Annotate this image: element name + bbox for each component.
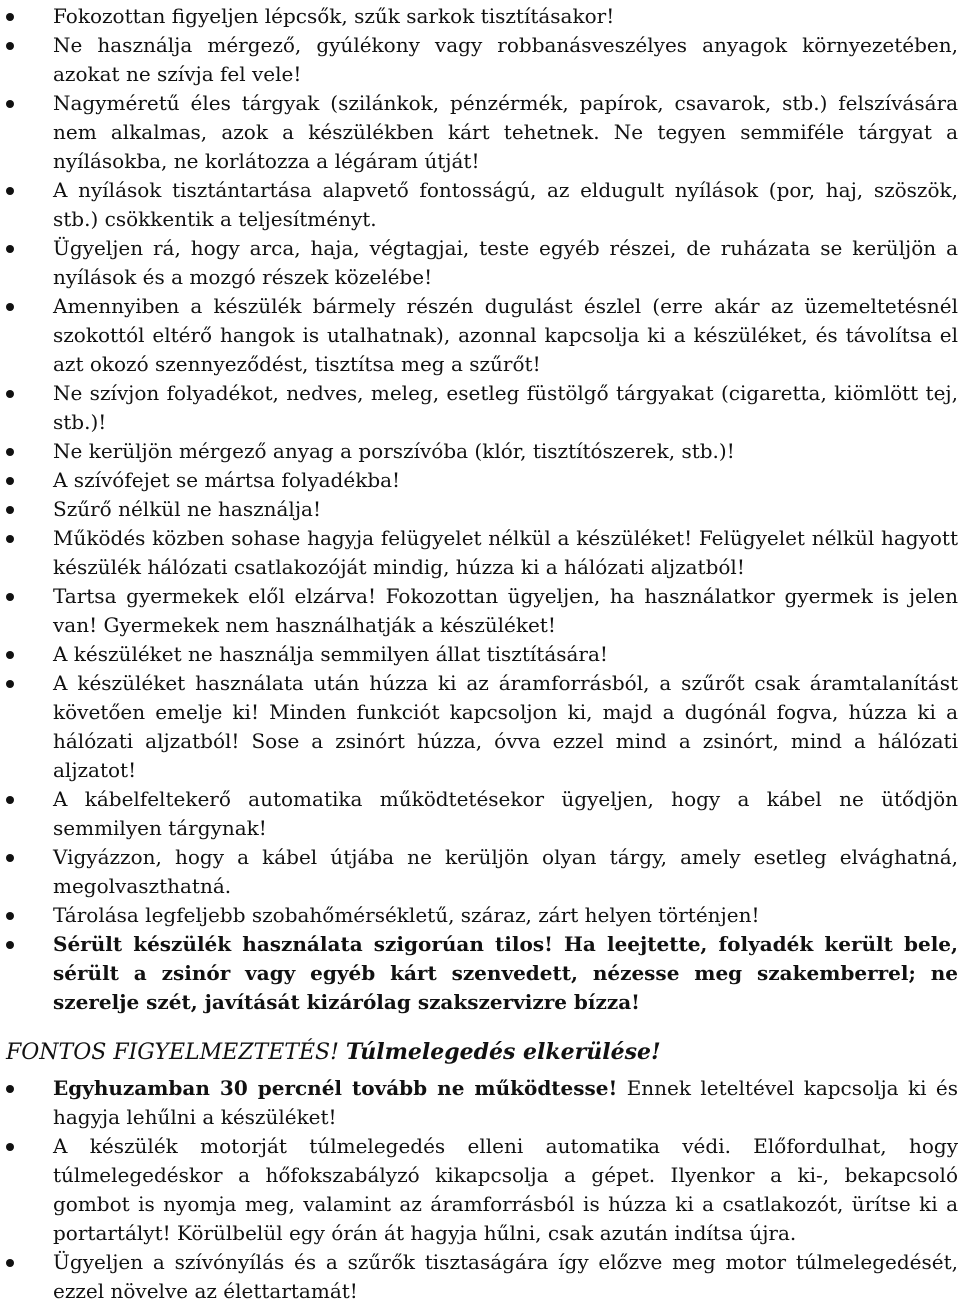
- list-item: [0, 843, 958, 901]
- bullet-icon: [6, 506, 14, 514]
- bullet-icon: [6, 187, 14, 195]
- list-item-bold: Egyhuzamban 30 percnél tovább ne működtesse!: [53, 1076, 618, 1100]
- bold-warning-text: Sérült készülék használata szigorúan tilos! Ha leejtette, folyadék került bele, sérült a zsinór vagy egyéb kárt szenvedett, nézesse meg szakemberrel; ne szerelje szét, javítását kizárólag szakszervizre bízza!: [53, 932, 958, 1014]
- list-item-text: Szűrő nélkül ne használja!: [53, 497, 321, 521]
- list-item: [0, 524, 958, 582]
- list-item-text: A készülék motorját túlmelegedés elleni automatika védi. Előfordulhat, hogy túlmelegedéskor a hőfokszabályzó kikapcsolja a gépet. Ilyenkor a ki-, bekapcsoló gombot is nyomja meg, valamint az áramforrásból is húzza ki a csatlakozót, ürítse ki a portartályt! Körülbelül egy órán át hagyja hűlni, csak azután indítsa újra.: [53, 1134, 958, 1245]
- list-item-bold-warning: [0, 930, 958, 1017]
- list-item-text: Nagyméretű éles tárgyak (szilánkok, pénzérmék, papírok, csavarok, stb.) felszívására nem alkalmas, azok a készülékben kárt tehetnek. Ne tegyen semmiféle tárgyat a nyílásokba, ne korlátozza a légáram útját!: [53, 91, 958, 173]
- heading-title: Túlmelegedés elkerülése!: [345, 1039, 661, 1065]
- list-item-text: Ne szívjon folyadékot, nedves, meleg, esetleg füstölgő tárgyakat (cigaretta, kiömlött tej, stb.)!: [53, 381, 958, 434]
- list-item: [0, 31, 958, 89]
- list-item-text: Tartsa gyermekek elől elzárva! Fokozottan ügyeljen, ha használatkor gyermek is jelen van! Gyermekek nem használhatják a készüléket!: [53, 584, 958, 637]
- list-item-text: A kábelfeltekerő automatika működtetésekor ügyeljen, hogy a kábel ne ütődjön semmilyen tárgynak!: [53, 787, 958, 840]
- list-item-text: Működés közben sohase hagyja felügyelet nélkül a készüléket! Felügyelet nélkül hagyott készülék hálózati csatlakozóját mindig, húzza ki a hálózati aljzatból!: [53, 526, 958, 579]
- bullet-icon: [6, 42, 14, 50]
- list-item-text: A készüléket ne használja semmilyen állat tisztítására!: [53, 642, 608, 666]
- bullet-icon: [6, 593, 14, 601]
- list-item: [0, 1248, 958, 1306]
- bullet-icon: [6, 941, 14, 949]
- list-item-text: Ne kerüljön mérgező anyag a porszívóba (klór, tisztítószerek, stb.)!: [53, 439, 735, 463]
- bullet-icon: [6, 13, 14, 21]
- list-item: [0, 669, 958, 785]
- section-heading: [6, 1037, 661, 1068]
- list-item: [0, 1132, 958, 1248]
- list-item-text: A készüléket használata után húzza ki az áramforrásból, a szűrőt csak áramtalanítást követően emelje ki! Minden funkciót kapcsoljon ki, majd a dugónál fogva, húzza ki a hálózati aljzatból! Sose a zsinórt húzza, óvva ezzel mind a zsinórt, mind a hálózati aljzatot!: [53, 671, 958, 782]
- list-item-text: Vigyázzon, hogy a kábel útjába ne kerüljön olyan tárgy, amely esetleg elvághatná, megolvaszthatná.: [53, 845, 958, 898]
- list-item-text: A nyílások tisztántartása alapvető fontosságú, az eldugult nyílások (por, haj, szöszök, stb.) csökkentik a teljesítményt.: [53, 178, 958, 231]
- list-item: [0, 640, 958, 669]
- list-item: [0, 901, 958, 930]
- list-item: [0, 582, 958, 640]
- bullet-icon: [6, 854, 14, 862]
- list-item-text: Ügyeljen rá, hogy arca, haja, végtagjai, teste egyéb részei, de ruházata se kerüljön a nyílások és a mozgó részek közelébe!: [53, 236, 958, 289]
- list-item: [0, 292, 958, 379]
- bullet-icon: [6, 1085, 14, 1093]
- list-item: [0, 234, 958, 292]
- list-item-text: Amennyiben a készülék bármely részén dugulást észlel (erre akár az üzemeltetésnél szokottól eltérő hangok is utalhatnak), azonnal kapcsolja ki a készüléket, és távolítsa el azt okozó szennyeződést, tisztítsa meg a szűrőt!: [53, 294, 958, 376]
- list-item-text: A szívófejet se mártsa folyadékba!: [53, 468, 401, 492]
- bullet-icon: [6, 1259, 14, 1267]
- list-item-text: Fokozottan figyeljen lépcsők, szűk sarkok tisztításakor!: [53, 4, 615, 28]
- bullet-icon: [6, 303, 14, 311]
- bullet-icon: [6, 535, 14, 543]
- list-item: [0, 785, 958, 843]
- list-item-text: Ennek leteltével kapcsolja ki és hagyja lehűlni a készüléket!: [53, 1076, 958, 1129]
- bullet-icon: [6, 680, 14, 688]
- list-item-text: Tárolása legfeljebb szobahőmérsékletű, száraz, zárt helyen történjen!: [53, 903, 760, 927]
- bullet-icon: [6, 100, 14, 108]
- bullet-icon: [6, 448, 14, 456]
- list-item: [0, 176, 958, 234]
- list-item-text: Ügyeljen a szívónyílás és a szűrők tisztaságára így előzve meg motor túlmelegedését, ezzel növelve az élettartamát!: [53, 1250, 958, 1303]
- bullet-icon: [6, 477, 14, 485]
- list-item-text: Ne használja mérgező, gyúlékony vagy robbanásveszélyes anyagok környezetében, azokat ne szívja fel vele!: [53, 33, 958, 86]
- bullet-icon: [6, 245, 14, 253]
- list-item: [0, 379, 958, 437]
- bullet-icon: [6, 796, 14, 804]
- list-item: [0, 2, 958, 31]
- bullet-icon: [6, 390, 14, 398]
- bullet-icon: [6, 651, 14, 659]
- list-item: [0, 495, 958, 524]
- list-item: [0, 466, 958, 495]
- list-item: [0, 437, 958, 466]
- list-item: [0, 1074, 958, 1132]
- overheat-list: [0, 1074, 958, 1306]
- bullet-icon: [6, 1143, 14, 1151]
- list-item: [0, 89, 958, 176]
- heading-prefix: FONTOS FIGYELMEZTETÉS!: [6, 1040, 339, 1065]
- bullet-icon: [6, 912, 14, 920]
- safety-list: [0, 2, 958, 1017]
